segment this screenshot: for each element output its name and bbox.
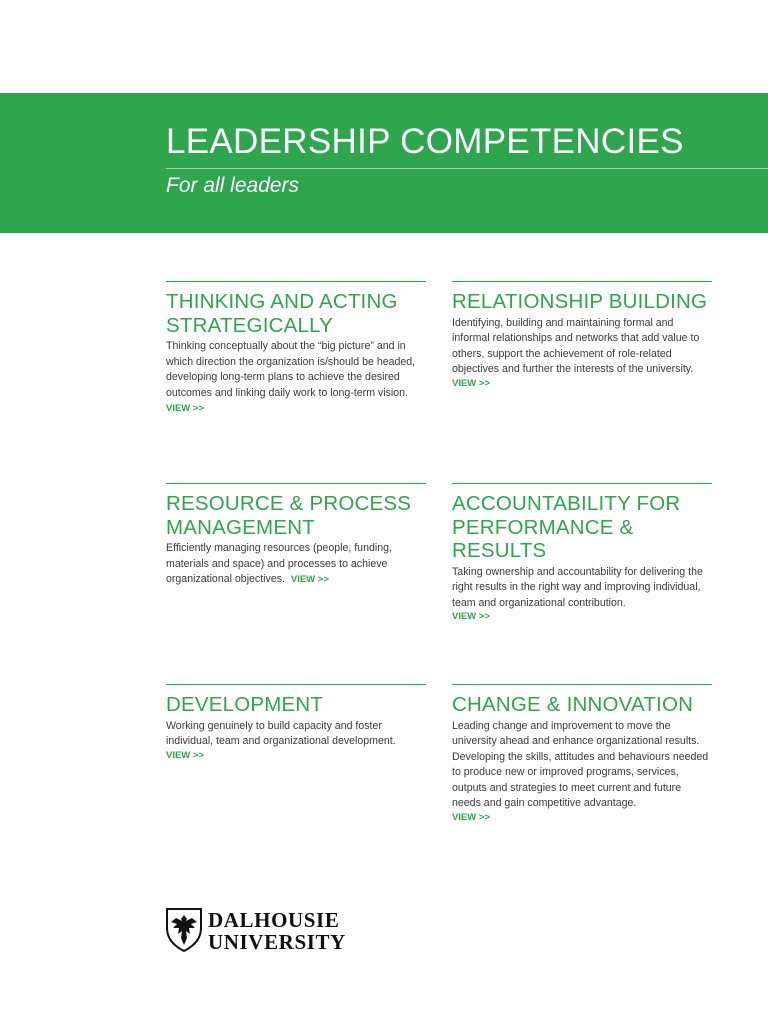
view-link[interactable]: VIEW >> xyxy=(452,377,491,389)
competency-heading: THINKING AND ACTING STRATEGICALLY xyxy=(166,290,398,337)
dalhousie-crest-icon xyxy=(166,908,202,952)
logo-line-2: UNIVERSITY xyxy=(208,930,346,954)
card-divider xyxy=(452,483,712,484)
view-link[interactable]: VIEW >> xyxy=(290,574,329,586)
competency-card-change-innovation xyxy=(452,684,712,823)
competency-description: Efficiently managing resources (people, funding, materials and space) and processes to achieve organizational objectives. VIEW >> xyxy=(166,542,392,586)
competency-card-relationship-building xyxy=(452,281,712,389)
view-link[interactable]: VIEW >> xyxy=(166,403,205,415)
competency-heading: DEVELOPMENT xyxy=(166,693,324,716)
header-banner xyxy=(0,93,768,233)
competency-description: Leading change and improvement to move the university ahead and enhance organizational results. Developing the skills, attitudes and behaviours needed to produce new or improved programs, services, outputs and strategies to meet current and future needs and gain competitive advantage. xyxy=(452,719,709,810)
dalhousie-logo xyxy=(166,908,366,956)
view-link[interactable]: VIEW >> xyxy=(452,812,491,824)
card-divider xyxy=(166,281,426,282)
page-subtitle: For all leaders xyxy=(166,174,300,197)
card-divider xyxy=(166,684,426,685)
view-link[interactable]: VIEW >> xyxy=(166,749,205,761)
competency-heading: RESOURCE & PROCESS MANAGEMENT xyxy=(166,492,412,539)
competency-card-accountability xyxy=(452,483,712,622)
card-divider xyxy=(166,483,426,484)
competency-description: Identifying, building and maintaining formal and informal relationships and networks that add value to others, support the achievement of role-related objectives and further the interests of the university. xyxy=(452,316,700,376)
competency-description: Taking ownership and accountability for delivering the right results in the right way and improving individual, team and organizational contribution. xyxy=(452,565,703,609)
competency-heading: CHANGE & INNOVATION xyxy=(452,693,694,716)
competency-heading: RELATIONSHIP BUILDING xyxy=(452,290,708,313)
page-title: LEADERSHIP COMPETENCIES xyxy=(166,122,684,161)
competency-description: Thinking conceptually about the “big picture” and in which direction the organization is/should be headed, developing long-term plans to achieve the desired outcomes and linking daily work to long-term vision. VIEW >> xyxy=(166,340,416,415)
competency-description: Working genuinely to build capacity and foster individual, team and organizational development. xyxy=(166,719,396,748)
competency-card-development xyxy=(166,684,426,761)
competency-card-resource-process-management xyxy=(166,483,426,588)
logo-line-1: DALHOUSIE xyxy=(208,908,340,932)
header-divider xyxy=(166,168,768,169)
logo-wordmark xyxy=(208,909,346,953)
competency-card-thinking-acting-strategically xyxy=(166,281,426,417)
card-divider xyxy=(452,281,712,282)
card-divider xyxy=(452,684,712,685)
competency-heading: ACCOUNTABILITY FOR PERFORMANCE & RESULTS xyxy=(452,492,681,562)
view-link[interactable]: VIEW >> xyxy=(452,611,491,623)
